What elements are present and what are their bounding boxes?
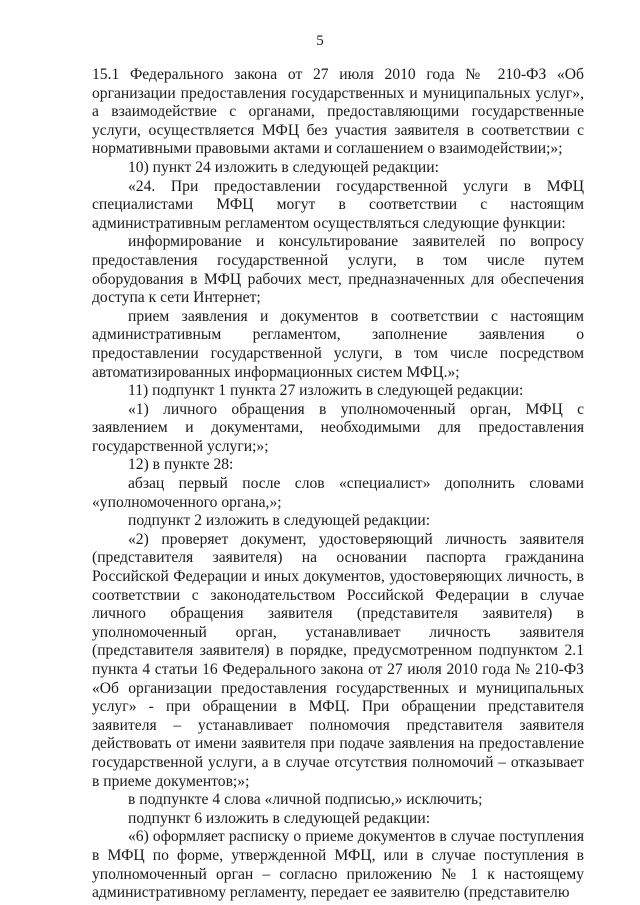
page-number: 5 — [316, 33, 324, 49]
paragraph-11: «2) проверяет документ, удостоверяющий личность заявителя (представителя заявителя) на основании паспорта гражданина Российской Федерации и иных документов, удостоверяющих личность, в соответствии с законодательством Российской Федерации в случае личного обращения заявителя (представителя заявителя) в уполномоченный орган, устанавливает личность заявителя (представителя заявителя) в порядке, предусмотренном подпунктом 2.1 пункта 4 статьи 16 Федерального закона от 27 июля 2010 года № 210-ФЗ «Об организации предоставления государственных и муниципальных услуг» - при обращении в МФЦ. При обращении представителя заявителя – устанавливает полномочия представителя заявителя действовать от имени заявителя при подаче заявления на предоставление государственной услуги, а в случае отсутствия полномочий – отказывает в приеме документов;»; — [92, 530, 584, 790]
paragraph-1: 15.1 Федерального закона от 27 июля 2010 года № 210-ФЗ «Об организации предоставления государственных и муниципальных услуг», а взаимодействие с органами, предоставляющими государственные услуги, осуществляется МФЦ без участия заявителя в соответствии с нормативными правовыми актами и соглашением о взаимодействии;»; — [92, 66, 584, 158]
paragraph-5: прием заявления и документов в соответствии с настоящим административным регламентом, заполнение заявления о предоставлении государственной услуги, в том числе посредством автоматизированных информационных систем МФЦ.»; — [92, 307, 584, 381]
paragraph-12: в подпункте 4 слова «личной подписью,» исключить; — [128, 791, 483, 809]
paragraph-7: «1) личного обращения в уполномоченный орган, МФЦ с заявлением и документами, необходимыми для предоставления государственной услуги;»; — [92, 400, 584, 455]
paragraph-13: подпункт 6 изложить в следующей редакции: — [128, 809, 431, 827]
paragraph-14: «6) оформляет расписку о приеме документов в случае поступления в МФЦ по форме, утвержденной МФЦ, или в случае поступления в уполномоченный орган – согласно приложению № 1 к настоящему административному регламенту, передает ее заявителю (представителю — [92, 828, 584, 902]
document-body — [92, 66, 584, 903]
paragraph-10: подпункт 2 изложить в следующей редакции: — [128, 512, 431, 530]
paragraph-3: «24. При предоставлении государственной услуги в МФЦ специалистами МФЦ могут в соответствии с настоящим административным регламентом осуществляться следующие функции: — [92, 177, 584, 232]
paragraph-4: информирование и консультирование заявителей по вопросу предоставления государственной услуги, в том числе путем оборудования в МФЦ рабочих мест, предназначенных для обеспечения доступа к сети Интернет; — [92, 233, 584, 307]
paragraph-2: 10) пункт 24 изложить в следующей редакции: — [128, 158, 439, 176]
paragraph-6: 11) подпункт 1 пункта 27 изложить в следующей редакции: — [128, 382, 524, 400]
paragraph-9: абзац первый после слов «специалист» дополнить словами «уполномоченного органа,»; — [92, 475, 584, 511]
paragraph-8: 12) в пункте 28: — [128, 456, 234, 474]
